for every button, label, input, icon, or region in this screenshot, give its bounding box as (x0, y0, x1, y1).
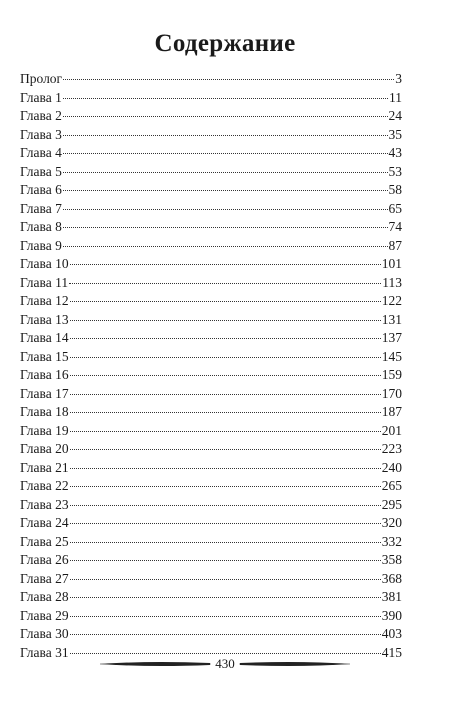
dot-leader (70, 560, 381, 561)
toc-entry-label: Глава 28 (20, 589, 69, 604)
toc-entry-label: Глава 1 (20, 89, 62, 105)
toc-entry-label: Глава 12 (20, 293, 69, 308)
toc-entry-page: 11 (389, 89, 402, 105)
dot-leader (70, 301, 381, 302)
dot-leader (70, 320, 381, 321)
toc-entry-page: 113 (382, 274, 402, 290)
toc-entry-page: 320 (381, 515, 402, 530)
toc-entry-page: 390 (381, 607, 402, 623)
dot-leader (70, 579, 381, 580)
dot-leader (70, 634, 381, 635)
toc-entry-page: 58 (388, 182, 402, 197)
toc-entry[interactable] (20, 329, 402, 348)
toc-entry[interactable] (20, 218, 402, 237)
toc-entry-page: 415 (381, 644, 402, 660)
toc-entry-label: Глава 23 (20, 496, 69, 512)
dot-leader (63, 246, 388, 247)
toc-entry[interactable] (20, 588, 402, 607)
toc-entry-page: 87 (388, 237, 402, 253)
toc-entry-page: 403 (381, 626, 402, 641)
toc-entry-label: Глава 16 (20, 367, 69, 382)
toc-entry[interactable] (20, 385, 402, 404)
toc-entry[interactable] (20, 144, 402, 163)
toc-entry-label: Глава 31 (20, 644, 69, 660)
toc-entry-label: Глава 4 (20, 145, 62, 160)
toc-entry[interactable] (20, 459, 402, 478)
dot-leader (70, 338, 381, 339)
toc-entry-label: Глава 13 (20, 311, 69, 327)
toc-entry-label: Глава 29 (20, 607, 69, 623)
toc-entry[interactable] (20, 551, 402, 570)
toc-entry-label: Глава 18 (20, 404, 69, 419)
dot-leader (70, 542, 381, 543)
dot-leader (63, 172, 388, 173)
toc-entry-label: Глава 15 (20, 348, 69, 364)
toc-entry-label: Глава 26 (20, 552, 69, 567)
dot-leader (63, 135, 388, 136)
toc-entry-label: Глава 19 (20, 422, 69, 438)
page-title: Содержание (154, 30, 296, 57)
toc-entry[interactable] (20, 514, 402, 533)
toc-entry[interactable] (20, 477, 402, 496)
toc-entry-page: 65 (388, 200, 402, 216)
toc-entry-page: 24 (388, 108, 402, 123)
toc-entry[interactable] (20, 570, 402, 589)
dot-leader (70, 597, 381, 598)
toc-entry-label: Глава 6 (20, 182, 62, 197)
toc-entry-page: 381 (381, 589, 402, 604)
toc-entry-label: Глава 11 (20, 274, 69, 290)
toc-entry[interactable] (20, 422, 402, 441)
toc-entry-label: Глава 17 (20, 385, 69, 401)
toc-entry[interactable] (20, 255, 402, 274)
page-number: 430 (211, 656, 239, 671)
toc-entry-page: 358 (381, 552, 402, 567)
toc-entry[interactable] (20, 89, 402, 108)
dot-leader (70, 486, 381, 487)
toc-entry-label: Глава 14 (20, 330, 69, 345)
toc-entry[interactable] (20, 403, 402, 422)
toc-entry[interactable] (20, 311, 402, 330)
toc-entry-label: Глава 22 (20, 478, 69, 493)
toc-entry-page: 53 (388, 163, 402, 179)
toc-entry-label: Глава 30 (20, 626, 69, 641)
toc-entry-label: Пролог (20, 71, 63, 86)
toc-entry[interactable] (20, 440, 402, 459)
toc-entry-page: 137 (381, 330, 402, 345)
toc-entry-label: Глава 8 (20, 219, 62, 234)
toc-entry-label: Глава 2 (20, 108, 62, 123)
toc-entry[interactable] (20, 533, 402, 552)
dot-leader (70, 357, 381, 358)
dot-leader (70, 468, 381, 469)
toc-entry-label: Глава 3 (20, 126, 62, 142)
toc-entry[interactable] (20, 126, 402, 145)
toc-entry-label: Глава 25 (20, 533, 69, 549)
toc-entry-label: Глава 21 (20, 459, 69, 475)
toc-entry-page: 43 (388, 145, 402, 160)
toc-entry[interactable] (20, 274, 402, 293)
toc-entry-page: 159 (381, 367, 402, 382)
toc-entry-page: 122 (381, 293, 402, 308)
toc-entry-page: 170 (381, 385, 402, 401)
toc-entry-page: 131 (381, 311, 402, 327)
toc-entry[interactable] (20, 625, 402, 644)
toc-entry[interactable] (20, 607, 402, 626)
dot-leader (63, 98, 388, 99)
toc-entry[interactable] (20, 163, 402, 182)
dot-leader (63, 227, 388, 228)
toc-entry-page: 35 (388, 126, 402, 142)
dot-leader (63, 153, 388, 154)
dot-leader (70, 616, 381, 617)
dot-leader (70, 449, 381, 450)
toc-entry-page: 265 (381, 478, 402, 493)
toc-entry-page: 368 (381, 570, 402, 586)
toc-entry-label: Глава 27 (20, 570, 69, 586)
toc-entry-label: Глава 20 (20, 441, 69, 456)
dot-leader (69, 283, 381, 284)
dot-leader (70, 264, 381, 265)
toc-entry[interactable] (20, 70, 402, 89)
toc-entry[interactable] (20, 181, 402, 200)
toc-entry[interactable] (20, 496, 402, 515)
toc-entry-label: Глава 24 (20, 515, 69, 530)
dot-leader (70, 431, 381, 432)
toc-entry[interactable] (20, 348, 402, 367)
dot-leader (70, 412, 381, 413)
dot-leader (70, 375, 381, 376)
dot-leader (70, 523, 381, 524)
toc-entry[interactable] (20, 107, 402, 126)
toc-entry-label: Глава 9 (20, 237, 62, 253)
toc-entry-page: 3 (395, 71, 402, 86)
dot-leader (63, 116, 388, 117)
toc-entry[interactable] (20, 292, 402, 311)
table-of-contents (20, 70, 402, 662)
toc-entry-page: 223 (381, 441, 402, 456)
toc-entry-page: 74 (388, 219, 402, 234)
toc-entry-label: Глава 10 (20, 256, 69, 271)
dot-leader (63, 209, 388, 210)
toc-entry-label: Глава 7 (20, 200, 62, 216)
toc-entry[interactable] (20, 237, 402, 256)
toc-entry-page: 201 (381, 422, 402, 438)
toc-entry[interactable] (20, 200, 402, 219)
toc-entry-page: 240 (381, 459, 402, 475)
dot-leader (63, 190, 388, 191)
dot-leader (70, 505, 381, 506)
toc-entry-page: 145 (381, 348, 402, 364)
toc-entry-label: Глава 5 (20, 163, 62, 179)
dot-leader (63, 79, 394, 80)
toc-entry[interactable] (20, 366, 402, 385)
toc-entry-page: 187 (381, 404, 402, 419)
dot-leader (70, 394, 381, 395)
toc-entry-page: 295 (381, 496, 402, 512)
toc-entry-page: 332 (381, 533, 402, 549)
toc-entry-page: 101 (381, 256, 402, 271)
page-footer (0, 654, 450, 678)
